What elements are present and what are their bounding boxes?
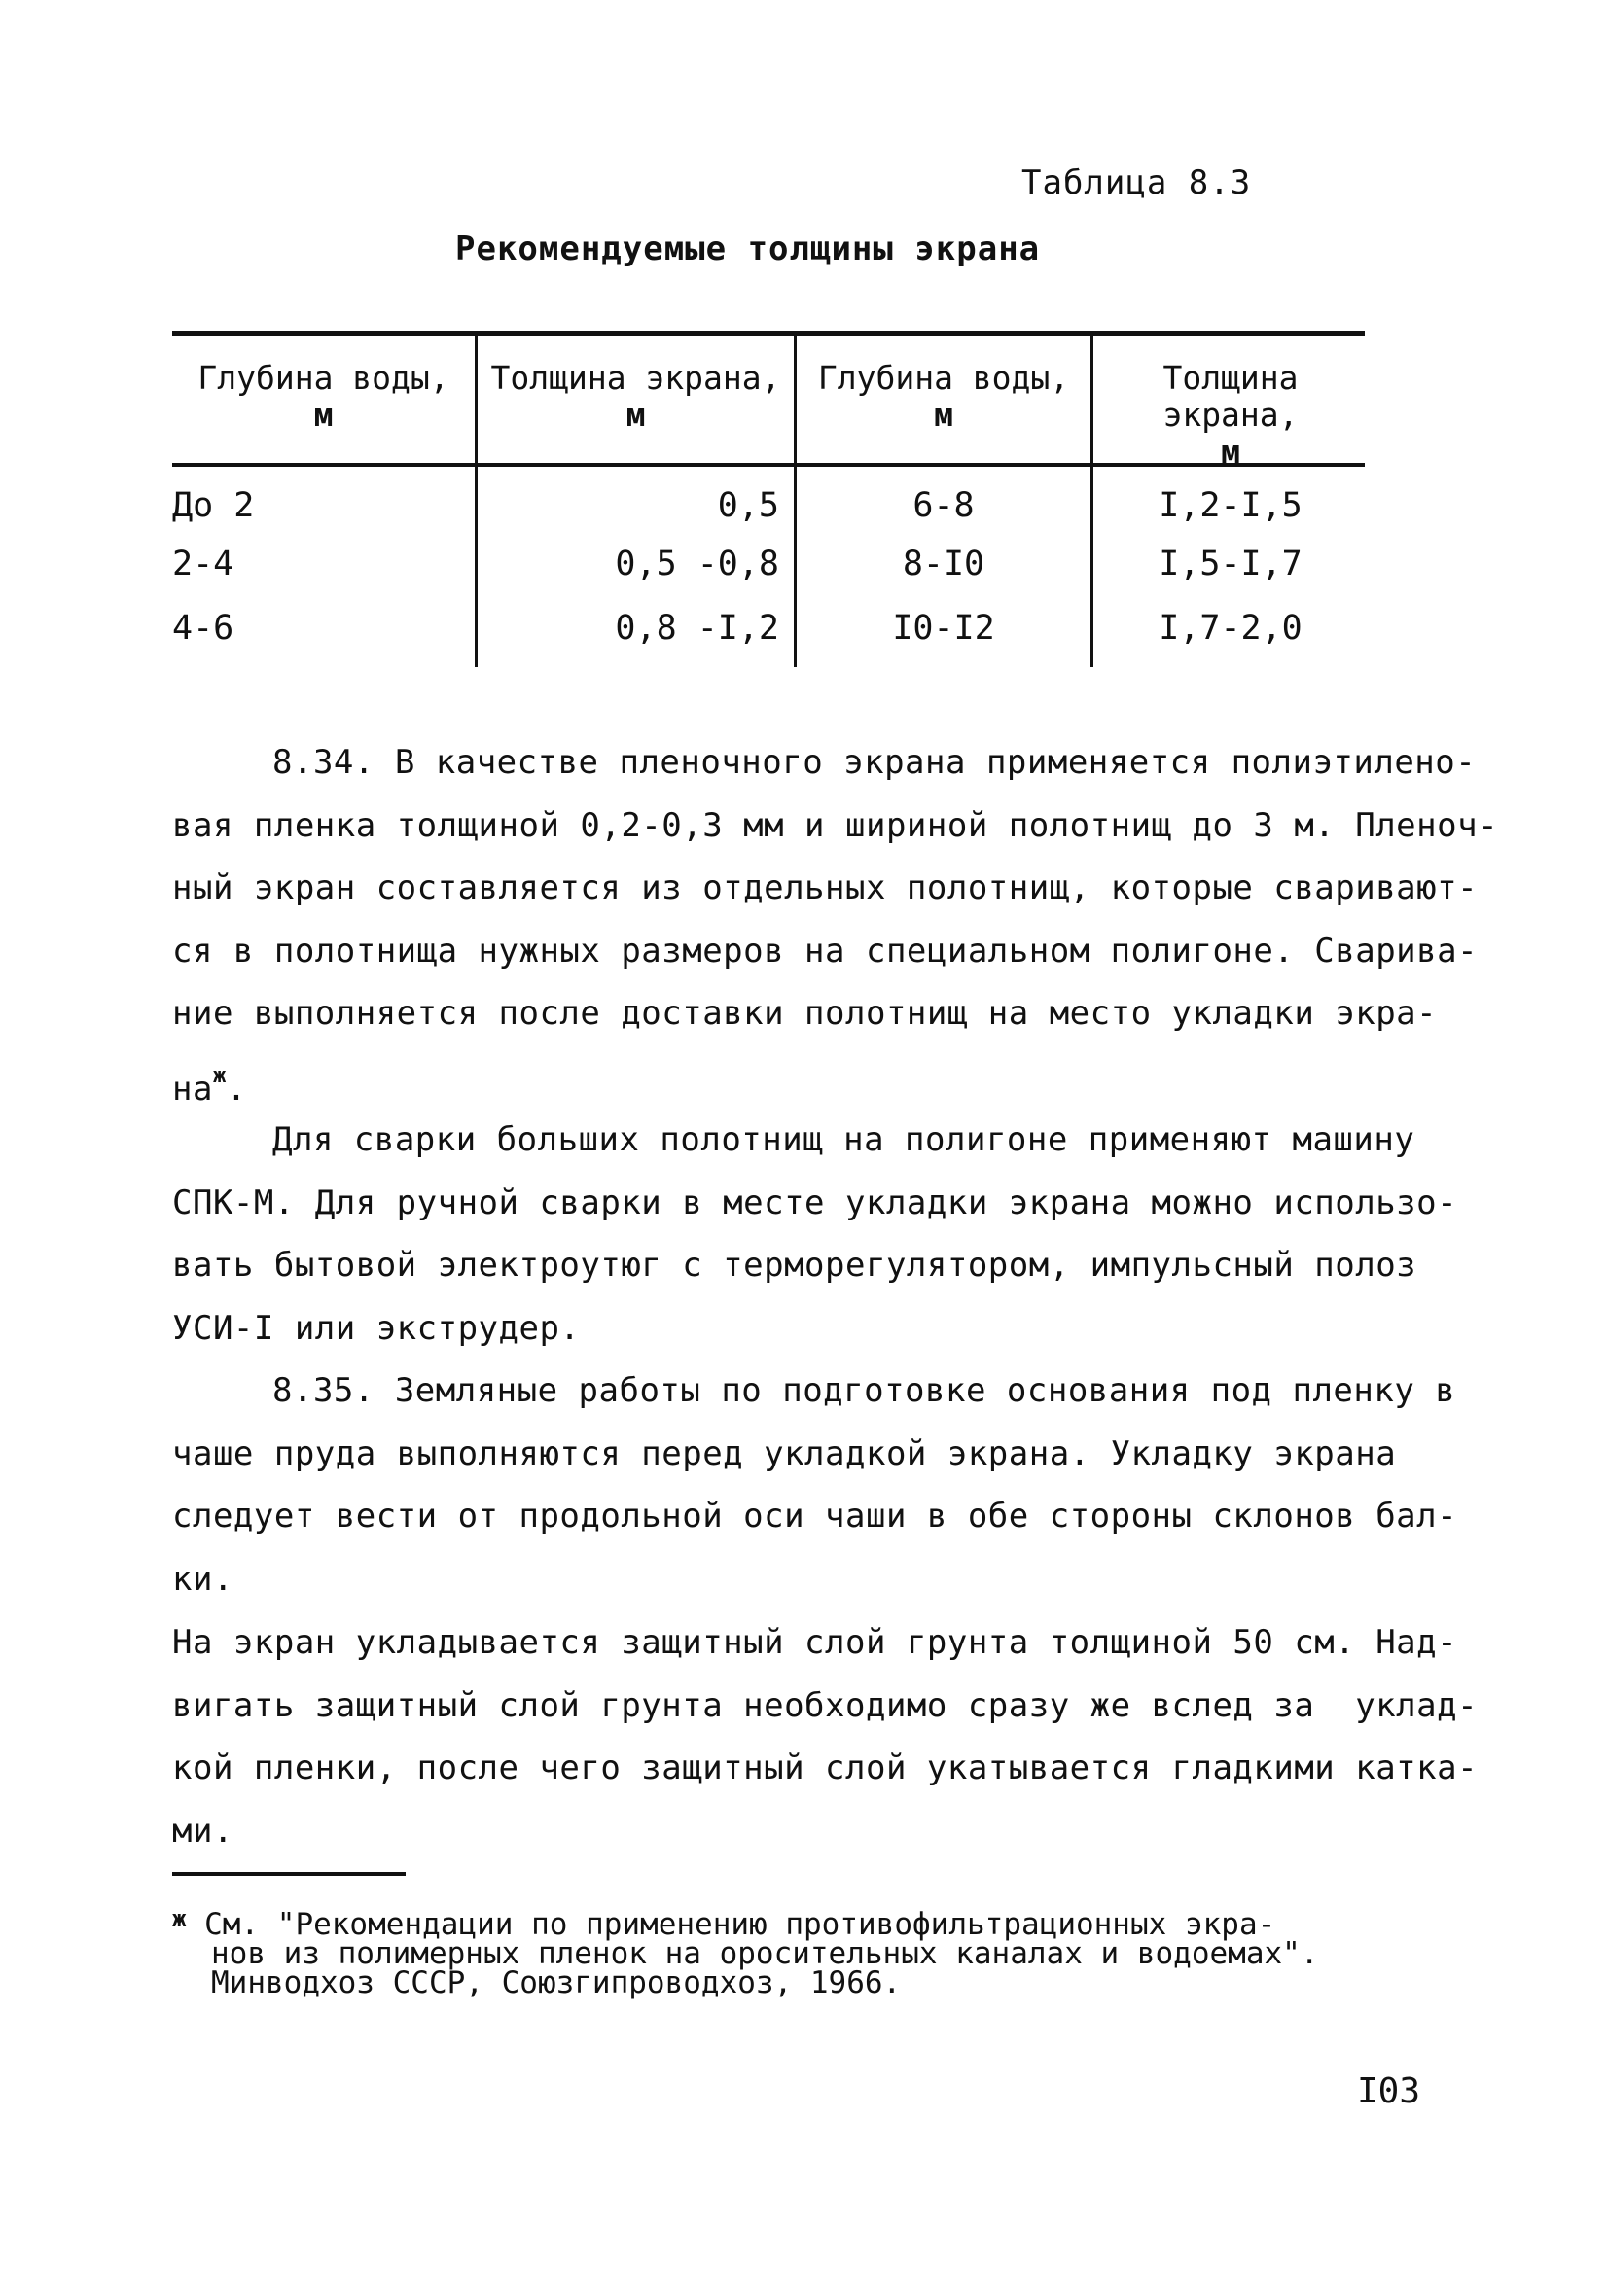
paragraph-line: СПК-М. Для ручной сварки в месте укладки экрана можно использо-	[172, 1183, 1458, 1222]
footnote-mark: ж	[172, 1905, 187, 1932]
paragraph-last-line: $на^ж$.	[172, 1063, 247, 1109]
footnote	[172, 1904, 1398, 2000]
paragraph-line: На экран укладывается защитный слой грунта толщиной 50 см. Над-	[172, 1623, 1458, 1662]
table-cell: 0,5	[717, 486, 779, 525]
table-title: Рекомендуемые толщины экрана	[455, 230, 1041, 268]
table-cell: 4-6	[172, 609, 234, 648]
table-cell: I,2-I,5	[1159, 486, 1303, 525]
footnote-mark: ж	[212, 1063, 227, 1088]
paragraph-8-34	[172, 731, 1499, 1120]
table-cell: До 2	[172, 486, 255, 525]
paragraph-line: УСИ-I или экструдер.	[172, 1308, 581, 1348]
paragraph-line: следует вести от продольной оси чаши в обе стороны склонов бал-	[172, 1497, 1458, 1536]
footnote-separator	[172, 1872, 406, 1876]
paragraph-line: кой пленки, после чего защитный слой укатывается гладкими катка-	[172, 1748, 1479, 1787]
table-cell: I,7-2,0	[1159, 609, 1303, 648]
paragraph-line: Для сварки больших полотнищ на полигоне применяют машину	[272, 1120, 1415, 1159]
table-row	[172, 609, 1365, 667]
table-row	[172, 486, 1365, 545]
paragraph-line: ми.	[172, 1811, 233, 1851]
page-number: I03	[1357, 2071, 1421, 2111]
header-screen-thickness-1: Толщина экрана, м	[490, 359, 781, 434]
paragraph-line: ки.	[172, 1559, 233, 1599]
table-cell: 0,8 -I,2	[615, 609, 779, 648]
paragraph-line: ный экран составляется из отдельных полотнищ, которые сваривают-	[172, 868, 1479, 907]
table-cell: I,5-I,7	[1159, 545, 1303, 583]
paragraph-line: ся в полотнища нужных размеров на специальном полигоне. Сварива-	[172, 931, 1479, 971]
header-water-depth-2: Глубина воды, м	[817, 359, 1070, 434]
paragraph-line: 8.34. В качестве пленочного экрана применяется полиэтилено-	[272, 743, 1477, 782]
paragraph-line: ние выполняется после доставки полотнищ на место укладки экра-	[172, 994, 1438, 1033]
footnote-line: Минводхоз СССР, Союзгипроводхоз, 1966.	[211, 1965, 902, 2000]
table-cell: 0,5 -0,8	[615, 545, 779, 583]
header-water-depth-1: Глубина воды, м	[197, 359, 449, 434]
footnote-line: $^ж$ См. "Рекомендации по применению противофильтрационных экра-	[172, 1905, 1276, 1942]
thickness-table	[172, 331, 1365, 667]
table-label: Таблица 8.3	[1021, 163, 1252, 202]
paragraph-line: чаше пруда выполняются перед укладкой экрана. Укладку экрана	[172, 1433, 1397, 1473]
paragraph-line: 8.35. Земляные работы по подготовке основания под пленку в	[272, 1371, 1456, 1410]
table-row	[172, 545, 1365, 603]
paragraph-line: вая пленка толщиной 0,2-0,3 мм и шириной полотнищ до 3 м. Пленоч-	[172, 805, 1499, 845]
table-cell: 6-8	[912, 486, 975, 525]
table-cell: 2-4	[172, 545, 234, 583]
table-top-rule	[172, 331, 1365, 336]
paragraph-line: вигать защитный слой грунта необходимо сразу же вслед за уклад-	[172, 1685, 1479, 1725]
paragraph-8-35	[172, 1360, 1458, 1610]
table-cell: 8-I0	[902, 545, 985, 583]
paragraph-line: вать бытовой электроутюг с терморегулятором, импульсный полоз	[172, 1246, 1417, 1285]
paragraph-protective-layer	[172, 1611, 1479, 1862]
paragraph-welding	[172, 1109, 1458, 1360]
footnote-line: нов из полимерных пленок на оросительных каналах и водоемах".	[211, 1936, 1319, 1971]
table-cell: I0-I2	[892, 609, 995, 648]
header-screen-thickness-2: Толщина экрана, м	[1162, 359, 1299, 471]
